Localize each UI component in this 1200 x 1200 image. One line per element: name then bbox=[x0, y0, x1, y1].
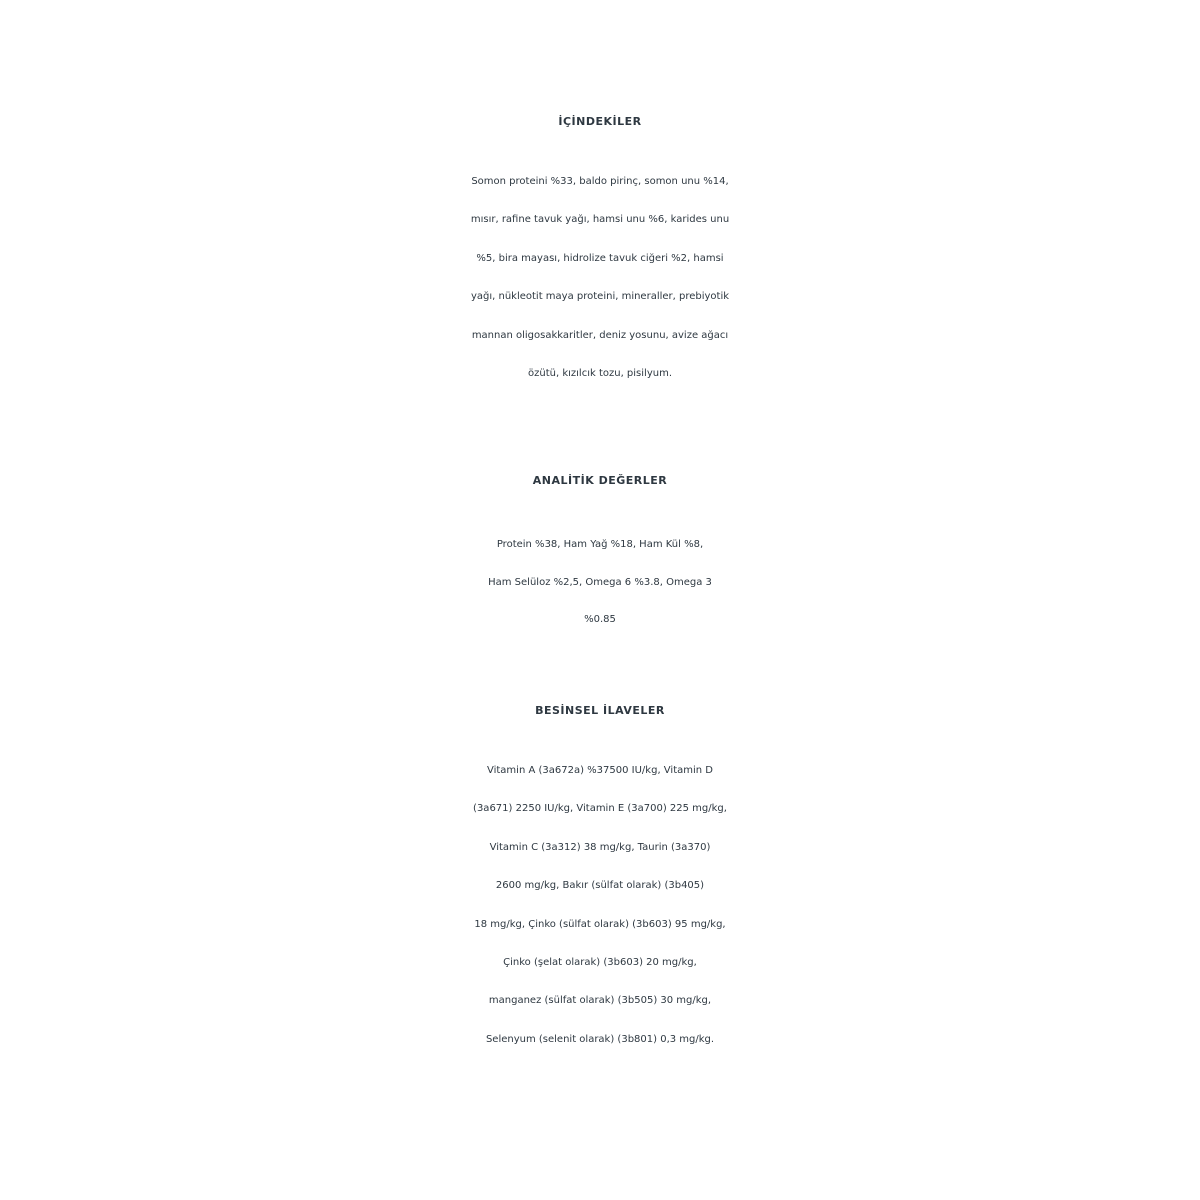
nutritional-additives-line: Çinko (şelat olarak) (3b603) 20 mg/kg, bbox=[503, 957, 697, 969]
ingredients-text bbox=[0, 163, 1200, 393]
ingredients-heading: İÇİNDEKİLER bbox=[558, 115, 642, 128]
nutritional-additives-line: 2600 mg/kg, Bakır (sülfat olarak) (3b405) bbox=[495, 880, 705, 892]
ingredients-line: mısır, rafine tavuk yağı, hamsi unu %6, karides unu bbox=[470, 214, 730, 226]
ingredients-line: %5, bira mayası, hidrolize tavuk ciğeri %2, hamsi bbox=[476, 252, 724, 264]
nutritional-additives-line: (3a671) 2250 IU/kg, Vitamin E (3a700) 225 mg/kg, bbox=[473, 803, 727, 815]
analytic-values-text bbox=[0, 526, 1200, 639]
nutritional-additives-text bbox=[0, 752, 1200, 1059]
ingredients-section bbox=[0, 97, 1200, 393]
ingredients-line: özütü, kızılcık tozu, pisilyum. bbox=[528, 368, 672, 380]
analytic-values-line: Ham Selüloz %2,5, Omega 6 %3.8, Omega 3 bbox=[488, 576, 712, 588]
nutritional-additives-line: Vitamin A (3a672a) %37500 IU/kg, Vitamin D bbox=[486, 765, 713, 776]
ingredients-line: mannan oligosakkaritler, deniz yosunu, avize ağacı bbox=[471, 329, 729, 341]
analytic-values-heading: ANALİTİK DEĞERLER bbox=[532, 474, 668, 487]
nutritional-additives-line: Selenyum (selenit olarak) (3b801) 0,3 mg/kg. bbox=[485, 1033, 715, 1045]
nutritional-additives-line: 18 mg/kg, Çinko (sülfat olarak) (3b603) 95 mg/kg, bbox=[474, 918, 726, 930]
analytic-values-section bbox=[0, 456, 1200, 639]
analytic-values-line: Protein %38, Ham Yağ %18, Ham Kül %8, bbox=[496, 539, 704, 550]
nutritional-additives-line: Vitamin C (3a312) 38 mg/kg, Taurin (3a370) bbox=[489, 841, 711, 853]
nutritional-additives-heading: BESİNSEL İLAVELER bbox=[535, 704, 665, 717]
analytic-values-line: %0.85 bbox=[584, 614, 616, 625]
ingredients-line: Somon proteini %33, baldo pirinç, somon unu %14, bbox=[471, 176, 729, 187]
ingredients-line: yağı, nükleotit maya proteini, mineraller, prebiyotik bbox=[470, 291, 730, 303]
nutritional-additives-section bbox=[0, 686, 1200, 1059]
nutritional-additives-line: manganez (sülfat olarak) (3b505) 30 mg/kg, bbox=[488, 995, 712, 1007]
